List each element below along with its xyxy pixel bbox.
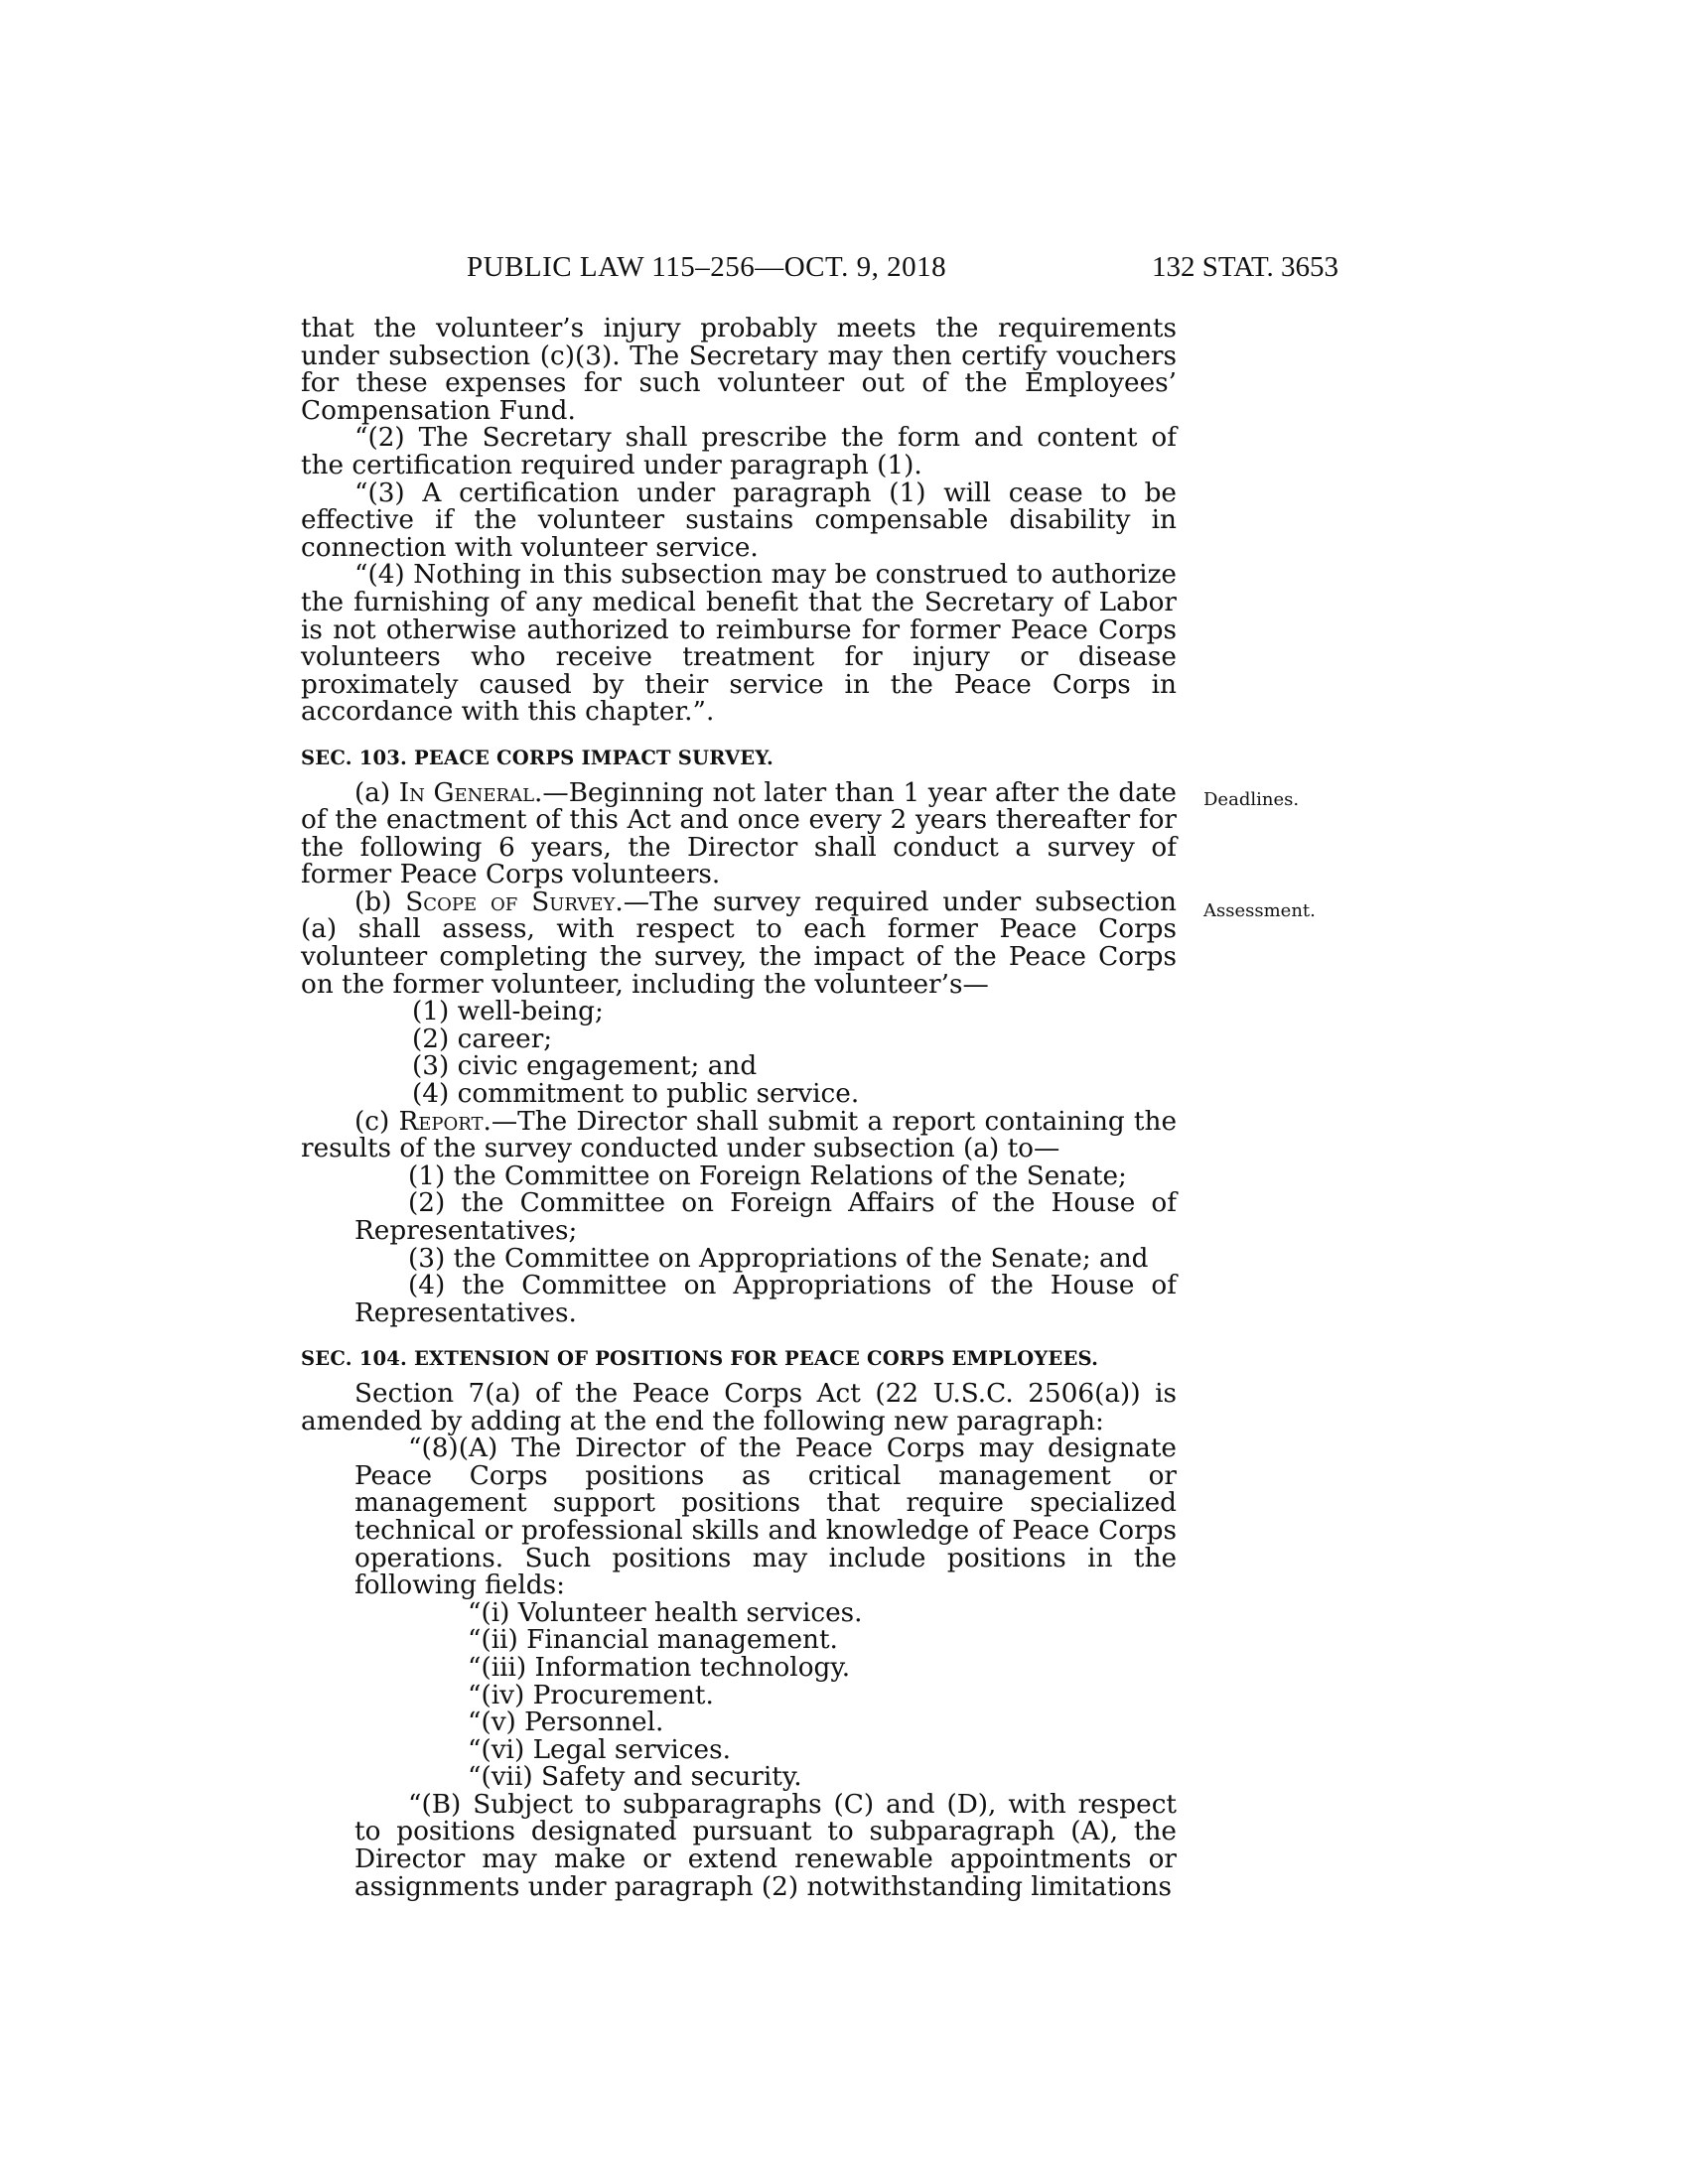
list-item: (4) commitment to public service. (412, 1079, 860, 1110)
list-item: “(iii) Information technology. (468, 1652, 851, 1683)
list-item: (1) the Committee on Foreign Relations of the Senate; (408, 1160, 1127, 1191)
list-item: “(v) Personnel. (468, 1707, 664, 1738)
sec-103-b-label: (b) (354, 887, 406, 917)
list-item: (2) the Committee on Foreign Affairs of the House of Representatives; (354, 1188, 1177, 1246)
sec-103-c-heading: Report. (398, 1106, 492, 1137)
list-item: “(ii) Financial management. (468, 1625, 838, 1656)
list-item: (4) the Committee on Appropriations of the House of Representatives. (354, 1271, 1177, 1328)
sec-103-a-label: (a) (354, 777, 399, 808)
sec-104-subparagraph-B: “(B) Subject to subparagraphs (C) and (D), with respect to positions designated pursuant to subparagraph (A), the Director may make or extend renewable appointments or assignments under paragraph (2) notwithstanding limitations (354, 1789, 1177, 1902)
margin-note-assessment: Assessment. (1203, 900, 1316, 921)
margin-note-deadlines: Deadlines. (1203, 789, 1300, 810)
sec-104-paragraph-8A: “(8)(A) The Director of the Peace Corps may designate Peace Corps positions as critical management or management support positions that require specialized technical or professional skills and knowledge of Peace Corps operations. Such positions may include positions in the following fields: (354, 1433, 1177, 1601)
public-law-header: PUBLIC LAW 115–256—OCT. 9, 2018 (467, 251, 947, 283)
list-item: (2) career; (412, 1024, 553, 1054)
sec-104-intro: Section 7(a) of the Peace Corps Act (22 U.S.C. 2506(a)) is amended by adding at the end the following new paragraph: (301, 1378, 1177, 1436)
statute-page-number: 132 STAT. 3653 (1152, 251, 1339, 283)
paragraph-continuation: that the volunteer’s injury probably meets the requirements under subsection (c)(3). The Secretary may then certify vouchers for these expenses for such volunteer out of the Employees’ Compensation Fund. (301, 314, 1177, 426)
sec-103-a-heading: In General. (398, 777, 543, 808)
sec-103-a (301, 777, 1177, 890)
paragraph-4: “(4) Nothing in this subsection may be construed to authorize the furnishing of any medical benefit that the Secretary of Labor is not otherwise authorized to reimburse for former Peace Corps volunteers who receive treatment for injury or disease proximately caused by their service in the Peace Corps in accordance with this chapter.”. (301, 560, 1177, 728)
sec-104-heading: SEC. 104. EXTENSION OF POSITIONS FOR PEACE CORPS EMPLOYEES. (301, 1347, 1099, 1371)
sec-103-c-label: (c) (354, 1106, 399, 1137)
list-item: “(vi) Legal services. (468, 1734, 731, 1765)
sec-103-b-heading: Scope of Survey. (405, 887, 624, 917)
sec-103-heading: SEC. 103. PEACE CORPS IMPACT SURVEY. (301, 746, 774, 769)
list-item: (3) the Committee on Appropriations of the Senate; and (408, 1243, 1149, 1274)
sec-103-c-text: —The Director shall submit a report containing the results of the survey conducted under subsection (a) to— (301, 1106, 1178, 1164)
sec-103-a-text: —Beginning not later than 1 year after the date of the enactment of this Act and once every 2 years thereafter for the following 6 years, the Director shall conduct a survey of former Peace Corps volunteers. (301, 777, 1177, 890)
document-body (301, 316, 1177, 1901)
list-item: “(vii) Safety and security. (468, 1762, 802, 1793)
sec-103-c (301, 1106, 1178, 1164)
list-item: (3) civic engagement; and (412, 1051, 758, 1082)
paragraph-3: “(3) A certification under paragraph (1) will cease to be effective if the volunteer sustains compensable disability in connection with volunteer service. (301, 478, 1177, 563)
sec-103-b (301, 889, 1177, 999)
sec-103-b-text: —The survey required under subsection (a) shall assess, with respect to each former Peace Corps volunteer completing the survey, the impact of the Peace Corps on the former volunteer, including the volunteer’s— (301, 887, 1177, 1000)
list-item: “(i) Volunteer health services. (468, 1597, 863, 1628)
list-item: (1) well-being; (412, 997, 604, 1027)
list-item: “(iv) Procurement. (468, 1680, 714, 1710)
paragraph-2: “(2) The Secretary shall prescribe the form and content of the certification required under paragraph (1). (301, 423, 1177, 480)
